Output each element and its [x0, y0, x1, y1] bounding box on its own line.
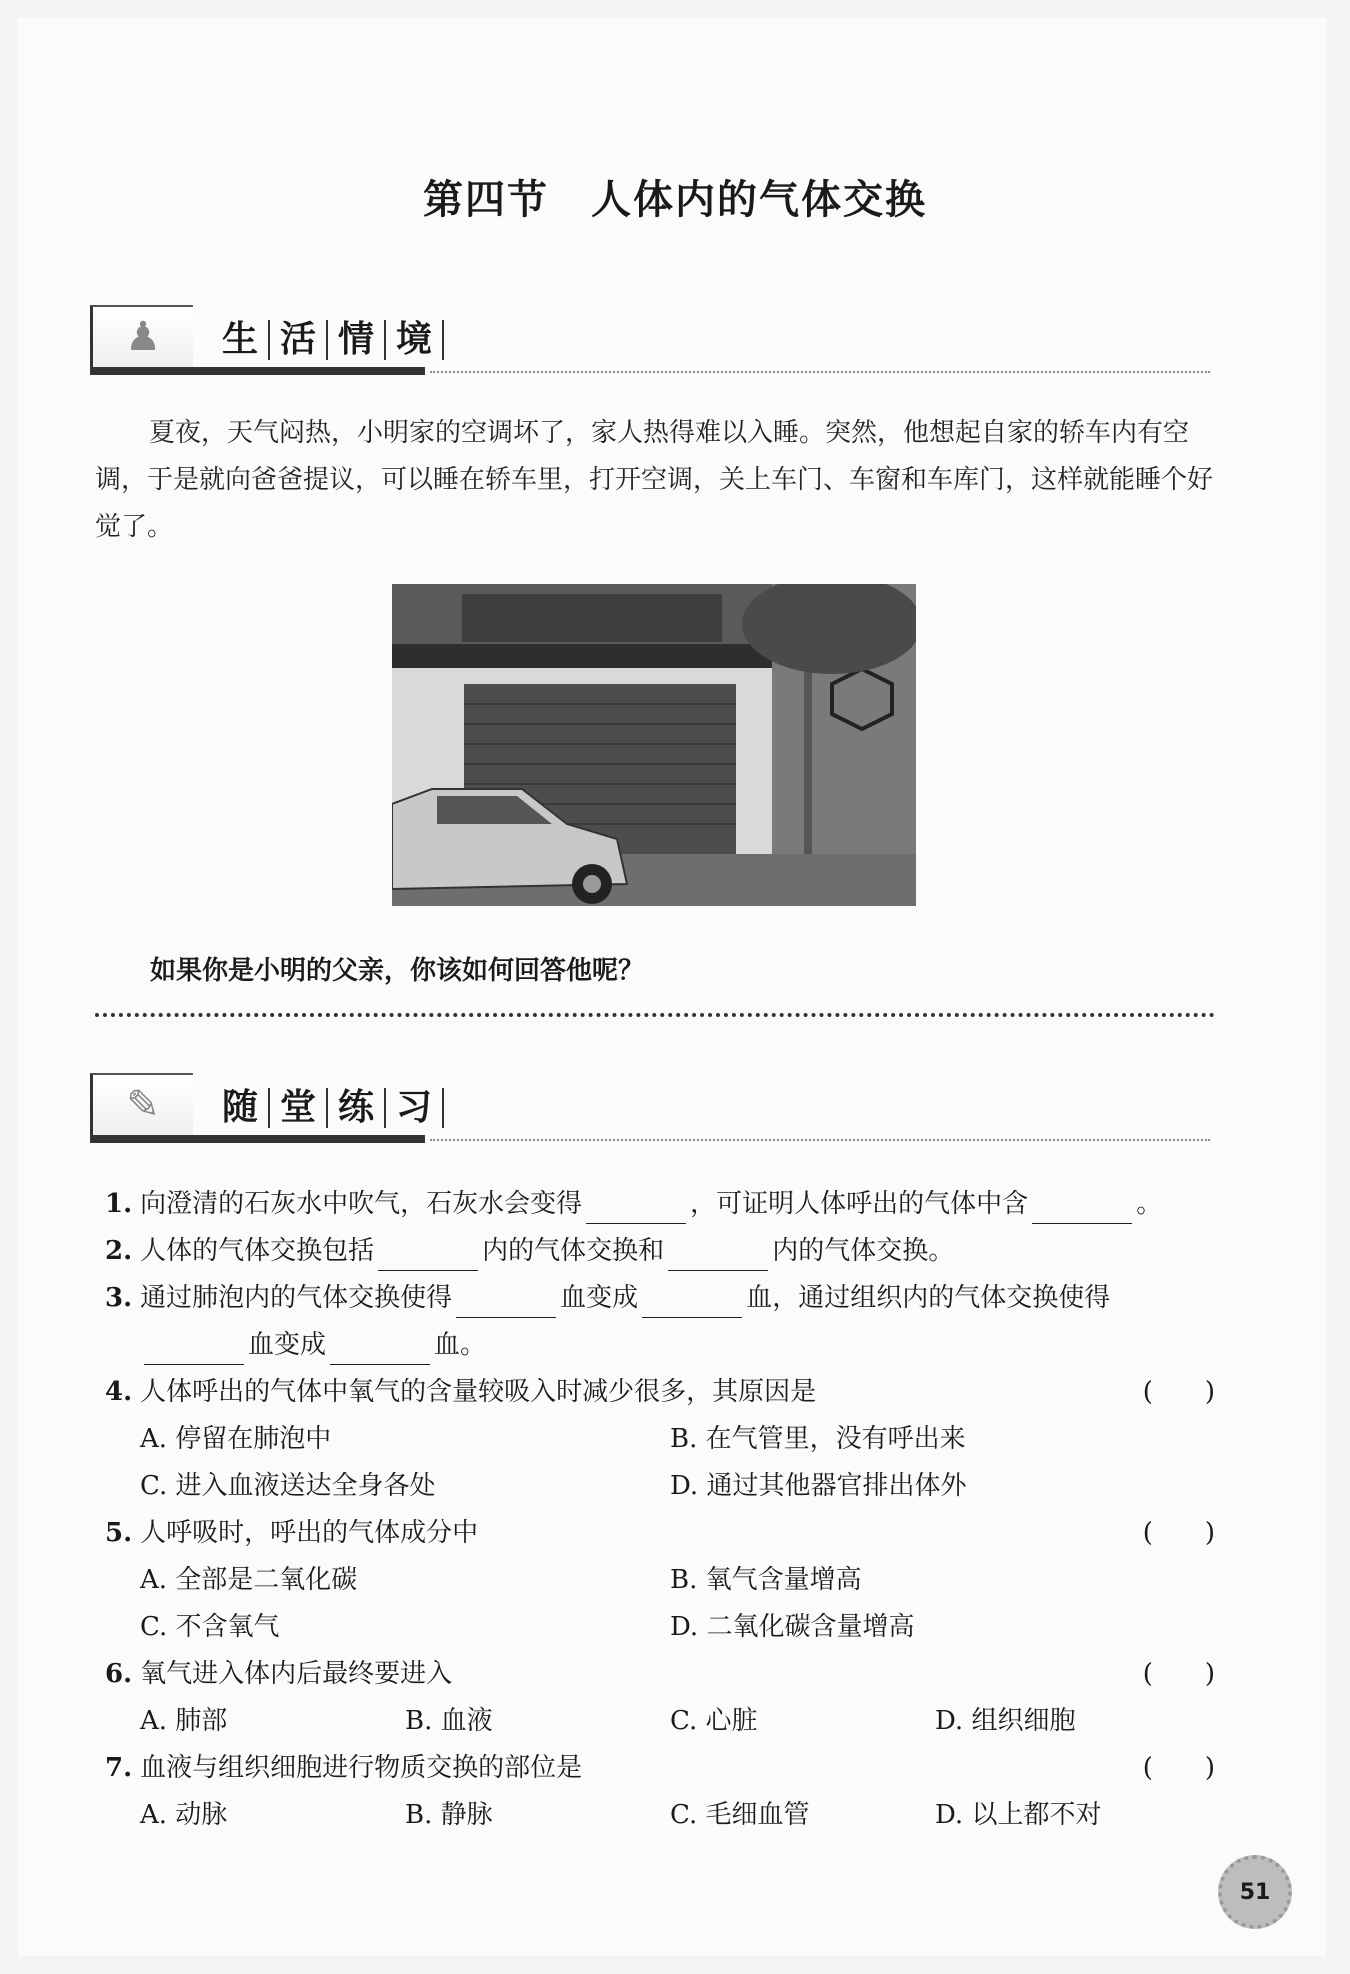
option-b[interactable]: B. 氧气含量增高: [670, 1565, 862, 1595]
option-c[interactable]: C. 进入血液送达全身各处: [140, 1471, 436, 1501]
section-header-practice: [90, 1073, 1210, 1143]
fill-blank[interactable]: [586, 1193, 686, 1224]
section-label: 随 堂 练 习: [212, 1083, 444, 1133]
option-b[interactable]: B. 血液: [405, 1706, 493, 1736]
option-a[interactable]: A. 肺部: [140, 1706, 228, 1736]
option-d[interactable]: D. 通过其他器官排出体外: [670, 1471, 967, 1501]
book-icon: ✎: [126, 1082, 160, 1128]
scenario-paragraph: 夏夜，天气闷热，小明家的空调坏了，家人热得难以入睡。突然，他想起自家的轿车内有空调，于是就向爸爸提议，可以睡在轿车里，打开空调，关上车门、车窗和车库门，这样就能睡个好觉了。: [95, 418, 1214, 542]
option-b[interactable]: B. 在气管里，没有呼出来: [670, 1424, 966, 1454]
wavy-rule: [430, 1133, 1210, 1141]
fill-blank[interactable]: [668, 1240, 768, 1271]
fill-blank[interactable]: [1032, 1193, 1132, 1224]
answer-bracket[interactable]: ( ): [1142, 1753, 1215, 1783]
page-title: 第四节 人体内的气体交换: [423, 176, 927, 223]
option-c[interactable]: C. 毛细血管: [670, 1800, 810, 1830]
option-d[interactable]: D. 以上都不对: [935, 1800, 1102, 1830]
question-1: 1. 向澄清的石灰水中吹气，石灰水会变得 ，可证明人体呼出的气体中含 。: [105, 1184, 1215, 1224]
section-header-life-context: [90, 305, 1210, 375]
fill-blank[interactable]: [330, 1334, 430, 1365]
question-7: 7. 血液与组织细胞进行物质交换的部位是 ( ): [105, 1748, 1215, 1788]
fill-blank[interactable]: [642, 1287, 742, 1318]
answer-line[interactable]: [95, 1013, 1215, 1017]
answer-bracket[interactable]: ( ): [1142, 1518, 1215, 1548]
fill-blank[interactable]: [144, 1334, 244, 1365]
garage-car-illustration: [392, 584, 916, 906]
garage-car-photo: [392, 584, 916, 906]
option-c[interactable]: C. 不含氧气: [140, 1612, 280, 1642]
question-6: 6. 氧气进入体内后最终要进入 ( ): [105, 1654, 1215, 1694]
option-b[interactable]: B. 静脉: [405, 1800, 493, 1830]
option-a[interactable]: A. 全部是二氧化碳: [140, 1565, 358, 1595]
option-c[interactable]: C. 心脏: [670, 1706, 758, 1736]
question-3: 3. 通过肺泡内的气体交换使得 血变成 血，通过组织内的气体交换使得: [105, 1278, 1215, 1318]
wavy-rule: [430, 365, 1210, 373]
page-number: 51: [1218, 1855, 1292, 1929]
option-d[interactable]: D. 二氧化碳含量增高: [670, 1612, 915, 1642]
answer-bracket[interactable]: ( ): [1142, 1659, 1215, 1689]
fill-blank[interactable]: [378, 1240, 478, 1271]
answer-bracket[interactable]: ( ): [1142, 1377, 1215, 1407]
option-a[interactable]: A. 停留在肺泡中: [140, 1424, 332, 1454]
question-4: 4. 人体呼出的气体中氧气的含量较吸入时减少很多，其原因是 ( ): [105, 1372, 1215, 1412]
question-3-cont: 血变成 血。: [140, 1325, 1250, 1365]
scenario-question: 如果你是小明的父亲，你该如何回答他呢？: [150, 956, 645, 986]
option-a[interactable]: A. 动脉: [140, 1800, 228, 1830]
option-d[interactable]: D. 组织细胞: [935, 1706, 1076, 1736]
fill-blank[interactable]: [456, 1287, 556, 1318]
people-icon: ♟: [125, 314, 161, 360]
question-2: 2. 人体的气体交换包括 内的气体交换和 内的气体交换。: [105, 1231, 1215, 1271]
section-label: 生 活 情 境: [212, 315, 444, 365]
question-5: 5. 人呼吸时，呼出的气体成分中 ( ): [105, 1513, 1215, 1553]
